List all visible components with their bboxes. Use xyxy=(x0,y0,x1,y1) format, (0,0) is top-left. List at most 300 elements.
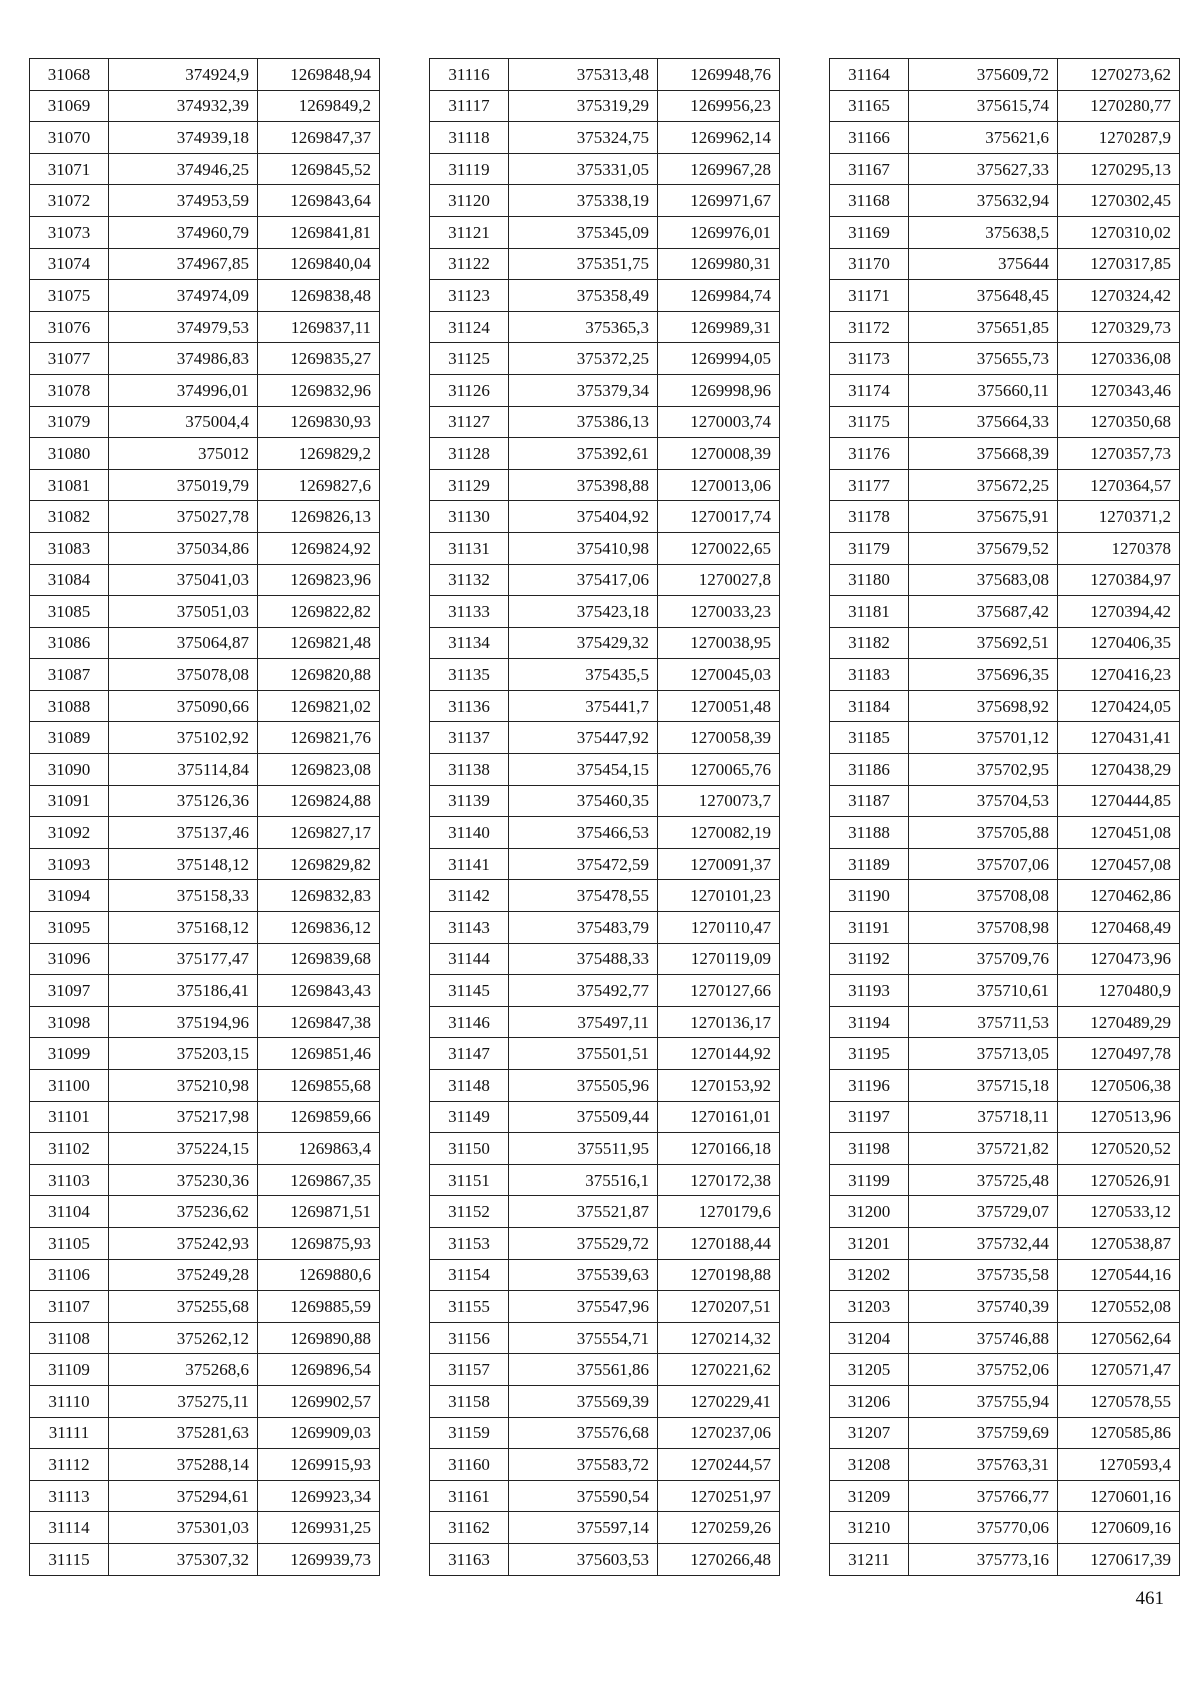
y-coordinate-cell: 1269841,81 xyxy=(258,216,380,248)
x-coordinate-cell: 375576,68 xyxy=(509,1417,658,1449)
y-coordinate-cell: 1269890,88 xyxy=(258,1322,380,1354)
x-coordinate-cell: 375148,12 xyxy=(109,848,258,880)
y-coordinate-cell: 1270045,03 xyxy=(658,659,780,691)
y-coordinate-cell: 1270091,37 xyxy=(658,848,780,880)
point-id-cell: 31083 xyxy=(30,532,109,564)
y-coordinate-cell: 1270394,42 xyxy=(1058,596,1180,628)
point-id-cell: 31123 xyxy=(430,280,509,312)
point-id-cell: 31158 xyxy=(430,1385,509,1417)
x-coordinate-cell: 375090,66 xyxy=(109,690,258,722)
point-id-cell: 31180 xyxy=(830,564,909,596)
table-row xyxy=(430,185,780,217)
y-coordinate-cell: 1270533,12 xyxy=(1058,1196,1180,1228)
point-id-cell: 31190 xyxy=(830,880,909,912)
point-id-cell: 31135 xyxy=(430,659,509,691)
table-row xyxy=(430,280,780,312)
point-id-cell: 31204 xyxy=(830,1322,909,1354)
y-coordinate-cell: 1269838,48 xyxy=(258,280,380,312)
y-coordinate-cell: 1270364,57 xyxy=(1058,469,1180,501)
y-coordinate-cell: 1270017,74 xyxy=(658,501,780,533)
y-coordinate-cell: 1269885,59 xyxy=(258,1291,380,1323)
x-coordinate-cell: 375683,08 xyxy=(909,564,1058,596)
point-id-cell: 31141 xyxy=(430,848,509,880)
table-row xyxy=(30,880,380,912)
x-coordinate-cell: 375126,36 xyxy=(109,785,258,817)
table-row xyxy=(830,311,1180,343)
y-coordinate-cell: 1270082,19 xyxy=(658,817,780,849)
point-id-cell: 31164 xyxy=(830,59,909,91)
point-id-cell: 31071 xyxy=(30,153,109,185)
table-row xyxy=(830,343,1180,375)
y-coordinate-cell: 1269855,68 xyxy=(258,1070,380,1102)
point-id-cell: 31122 xyxy=(430,248,509,280)
x-coordinate-cell: 374953,59 xyxy=(109,185,258,217)
point-id-cell: 31194 xyxy=(830,1006,909,1038)
point-id-cell: 31153 xyxy=(430,1227,509,1259)
table-row xyxy=(30,59,380,91)
y-coordinate-cell: 1270214,32 xyxy=(658,1322,780,1354)
point-id-cell: 31095 xyxy=(30,912,109,944)
point-id-cell: 31172 xyxy=(830,311,909,343)
coordinates-table-3 xyxy=(829,58,1180,1576)
table-row xyxy=(30,311,380,343)
y-coordinate-cell: 1269820,88 xyxy=(258,659,380,691)
table-row xyxy=(830,185,1180,217)
table-row xyxy=(30,1417,380,1449)
y-coordinate-cell: 1270244,57 xyxy=(658,1449,780,1481)
x-coordinate-cell: 375168,12 xyxy=(109,912,258,944)
table-row xyxy=(430,596,780,628)
y-coordinate-cell: 1269832,96 xyxy=(258,374,380,406)
x-coordinate-cell: 375698,92 xyxy=(909,690,1058,722)
table-row xyxy=(430,469,780,501)
point-id-cell: 31171 xyxy=(830,280,909,312)
table-row xyxy=(30,564,380,596)
point-id-cell: 31196 xyxy=(830,1070,909,1102)
x-coordinate-cell: 375454,15 xyxy=(509,754,658,786)
point-id-cell: 31145 xyxy=(430,975,509,1007)
y-coordinate-cell: 1270065,76 xyxy=(658,754,780,786)
x-coordinate-cell: 375696,35 xyxy=(909,659,1058,691)
y-coordinate-cell: 1270266,48 xyxy=(658,1543,780,1575)
x-coordinate-cell: 375478,55 xyxy=(509,880,658,912)
table-row xyxy=(430,1543,780,1575)
table-row xyxy=(430,311,780,343)
table-row xyxy=(30,280,380,312)
point-id-cell: 31137 xyxy=(430,722,509,754)
point-id-cell: 31101 xyxy=(30,1101,109,1133)
table-row xyxy=(830,1512,1180,1544)
table-row xyxy=(830,1227,1180,1259)
y-coordinate-cell: 1269851,46 xyxy=(258,1038,380,1070)
y-coordinate-cell: 1270317,85 xyxy=(1058,248,1180,280)
point-id-cell: 31124 xyxy=(430,311,509,343)
point-id-cell: 31084 xyxy=(30,564,109,596)
x-coordinate-cell: 375294,61 xyxy=(109,1480,258,1512)
y-coordinate-cell: 1270287,9 xyxy=(1058,122,1180,154)
point-id-cell: 31173 xyxy=(830,343,909,375)
point-id-cell: 31069 xyxy=(30,90,109,122)
x-coordinate-cell: 375692,51 xyxy=(909,627,1058,659)
y-coordinate-cell: 1269863,4 xyxy=(258,1133,380,1165)
x-coordinate-cell: 375770,06 xyxy=(909,1512,1058,1544)
x-coordinate-cell: 375679,52 xyxy=(909,532,1058,564)
point-id-cell: 31182 xyxy=(830,627,909,659)
x-coordinate-cell: 375466,53 xyxy=(509,817,658,849)
y-coordinate-cell: 1269845,52 xyxy=(258,153,380,185)
x-coordinate-cell: 375460,35 xyxy=(509,785,658,817)
table-row xyxy=(830,1006,1180,1038)
table-row xyxy=(830,90,1180,122)
y-coordinate-cell: 1270480,9 xyxy=(1058,975,1180,1007)
table-row xyxy=(30,1164,380,1196)
x-coordinate-cell: 375386,13 xyxy=(509,406,658,438)
x-coordinate-cell: 375379,34 xyxy=(509,374,658,406)
table-row xyxy=(830,374,1180,406)
x-coordinate-cell: 375064,87 xyxy=(109,627,258,659)
x-coordinate-cell: 375472,59 xyxy=(509,848,658,880)
point-id-cell: 31113 xyxy=(30,1480,109,1512)
x-coordinate-cell: 374986,83 xyxy=(109,343,258,375)
y-coordinate-cell: 1270179,6 xyxy=(658,1196,780,1228)
y-coordinate-cell: 1269939,73 xyxy=(258,1543,380,1575)
point-id-cell: 31112 xyxy=(30,1449,109,1481)
table-row xyxy=(30,153,380,185)
point-id-cell: 31081 xyxy=(30,469,109,501)
y-coordinate-cell: 1269821,76 xyxy=(258,722,380,754)
table-row xyxy=(430,1006,780,1038)
point-id-cell: 31210 xyxy=(830,1512,909,1544)
point-id-cell: 31111 xyxy=(30,1417,109,1449)
table-row xyxy=(430,1259,780,1291)
x-coordinate-cell: 375615,74 xyxy=(909,90,1058,122)
table-row xyxy=(430,343,780,375)
table-row xyxy=(830,59,1180,91)
table-row xyxy=(830,1038,1180,1070)
table-row xyxy=(30,1543,380,1575)
table-row xyxy=(30,501,380,533)
y-coordinate-cell: 1269909,03 xyxy=(258,1417,380,1449)
x-coordinate-cell: 375711,53 xyxy=(909,1006,1058,1038)
point-id-cell: 31125 xyxy=(430,343,509,375)
y-coordinate-cell: 1270324,42 xyxy=(1058,280,1180,312)
y-coordinate-cell: 1270350,68 xyxy=(1058,406,1180,438)
y-coordinate-cell: 1269998,96 xyxy=(658,374,780,406)
point-id-cell: 31184 xyxy=(830,690,909,722)
coordinates-table-1 xyxy=(29,58,380,1576)
table-row xyxy=(430,690,780,722)
x-coordinate-cell: 375331,05 xyxy=(509,153,658,185)
table-row xyxy=(30,1449,380,1481)
point-id-cell: 31119 xyxy=(430,153,509,185)
x-coordinate-cell: 375561,86 xyxy=(509,1354,658,1386)
point-id-cell: 31102 xyxy=(30,1133,109,1165)
x-coordinate-cell: 375497,11 xyxy=(509,1006,658,1038)
table-row xyxy=(430,90,780,122)
x-coordinate-cell: 375338,19 xyxy=(509,185,658,217)
point-id-cell: 31121 xyxy=(430,216,509,248)
x-coordinate-cell: 375539,63 xyxy=(509,1259,658,1291)
x-coordinate-cell: 375516,1 xyxy=(509,1164,658,1196)
y-coordinate-cell: 1269843,43 xyxy=(258,975,380,1007)
point-id-cell: 31108 xyxy=(30,1322,109,1354)
x-coordinate-cell: 375687,42 xyxy=(909,596,1058,628)
x-coordinate-cell: 375224,15 xyxy=(109,1133,258,1165)
x-coordinate-cell: 375773,16 xyxy=(909,1543,1058,1575)
x-coordinate-cell: 374946,25 xyxy=(109,153,258,185)
table-row xyxy=(430,1480,780,1512)
table-row xyxy=(430,1133,780,1165)
x-coordinate-cell: 375435,5 xyxy=(509,659,658,691)
x-coordinate-cell: 375729,07 xyxy=(909,1196,1058,1228)
x-coordinate-cell: 374932,39 xyxy=(109,90,258,122)
point-id-cell: 31166 xyxy=(830,122,909,154)
x-coordinate-cell: 375275,11 xyxy=(109,1385,258,1417)
table-row xyxy=(430,374,780,406)
point-id-cell: 31151 xyxy=(430,1164,509,1196)
x-coordinate-cell: 375242,93 xyxy=(109,1227,258,1259)
y-coordinate-cell: 1270229,41 xyxy=(658,1385,780,1417)
point-id-cell: 31085 xyxy=(30,596,109,628)
table-row xyxy=(30,1354,380,1386)
y-coordinate-cell: 1269948,76 xyxy=(658,59,780,91)
table-row xyxy=(830,248,1180,280)
table-row xyxy=(830,153,1180,185)
x-coordinate-cell: 375078,08 xyxy=(109,659,258,691)
x-coordinate-cell: 375210,98 xyxy=(109,1070,258,1102)
coordinates-table-2 xyxy=(429,58,780,1576)
x-coordinate-cell: 375609,72 xyxy=(909,59,1058,91)
y-coordinate-cell: 1270438,29 xyxy=(1058,754,1180,786)
point-id-cell: 31118 xyxy=(430,122,509,154)
table-row xyxy=(830,122,1180,154)
x-coordinate-cell: 375746,88 xyxy=(909,1322,1058,1354)
table-row xyxy=(830,1480,1180,1512)
x-coordinate-cell: 375313,48 xyxy=(509,59,658,91)
y-coordinate-cell: 1270110,47 xyxy=(658,912,780,944)
table-row xyxy=(430,1038,780,1070)
y-coordinate-cell: 1269823,96 xyxy=(258,564,380,596)
table-row xyxy=(430,848,780,880)
point-id-cell: 31134 xyxy=(430,627,509,659)
y-coordinate-cell: 1270161,01 xyxy=(658,1101,780,1133)
y-coordinate-cell: 1270468,49 xyxy=(1058,912,1180,944)
table-row xyxy=(830,690,1180,722)
y-coordinate-cell: 1269821,02 xyxy=(258,690,380,722)
table-row xyxy=(430,659,780,691)
y-coordinate-cell: 1270431,41 xyxy=(1058,722,1180,754)
table-row xyxy=(830,596,1180,628)
point-id-cell: 31198 xyxy=(830,1133,909,1165)
y-coordinate-cell: 1270585,86 xyxy=(1058,1417,1180,1449)
point-id-cell: 31115 xyxy=(30,1543,109,1575)
y-coordinate-cell: 1270384,97 xyxy=(1058,564,1180,596)
y-coordinate-cell: 1270153,92 xyxy=(658,1070,780,1102)
y-coordinate-cell: 1270310,02 xyxy=(1058,216,1180,248)
point-id-cell: 31159 xyxy=(430,1417,509,1449)
x-coordinate-cell: 375710,61 xyxy=(909,975,1058,1007)
y-coordinate-cell: 1269967,28 xyxy=(658,153,780,185)
point-id-cell: 31110 xyxy=(30,1385,109,1417)
point-id-cell: 31092 xyxy=(30,817,109,849)
x-coordinate-cell: 374974,09 xyxy=(109,280,258,312)
table-row xyxy=(30,627,380,659)
x-coordinate-cell: 375709,76 xyxy=(909,943,1058,975)
point-id-cell: 31192 xyxy=(830,943,909,975)
table-row xyxy=(430,59,780,91)
y-coordinate-cell: 1270378 xyxy=(1058,532,1180,564)
y-coordinate-cell: 1269880,6 xyxy=(258,1259,380,1291)
x-coordinate-cell: 375217,98 xyxy=(109,1101,258,1133)
table-row xyxy=(830,817,1180,849)
point-id-cell: 31073 xyxy=(30,216,109,248)
point-id-cell: 31167 xyxy=(830,153,909,185)
point-id-cell: 31146 xyxy=(430,1006,509,1038)
table-row xyxy=(430,153,780,185)
point-id-cell: 31106 xyxy=(30,1259,109,1291)
y-coordinate-cell: 1269835,27 xyxy=(258,343,380,375)
point-id-cell: 31179 xyxy=(830,532,909,564)
y-coordinate-cell: 1269923,34 xyxy=(258,1480,380,1512)
point-id-cell: 31177 xyxy=(830,469,909,501)
table-row xyxy=(830,1417,1180,1449)
table-row xyxy=(30,659,380,691)
y-coordinate-cell: 1269994,05 xyxy=(658,343,780,375)
table-row xyxy=(430,216,780,248)
y-coordinate-cell: 1269827,17 xyxy=(258,817,380,849)
y-coordinate-cell: 1269847,37 xyxy=(258,122,380,154)
table-row xyxy=(430,1417,780,1449)
y-coordinate-cell: 1269962,14 xyxy=(658,122,780,154)
table-row xyxy=(430,785,780,817)
table-row xyxy=(430,122,780,154)
point-id-cell: 31129 xyxy=(430,469,509,501)
y-coordinate-cell: 1270302,45 xyxy=(1058,185,1180,217)
y-coordinate-cell: 1269956,23 xyxy=(658,90,780,122)
y-coordinate-cell: 1270280,77 xyxy=(1058,90,1180,122)
x-coordinate-cell: 375351,75 xyxy=(509,248,658,280)
x-coordinate-cell: 375345,09 xyxy=(509,216,658,248)
table-row xyxy=(430,1512,780,1544)
point-id-cell: 31197 xyxy=(830,1101,909,1133)
point-id-cell: 31128 xyxy=(430,438,509,470)
y-coordinate-cell: 1269847,38 xyxy=(258,1006,380,1038)
table-row xyxy=(30,185,380,217)
y-coordinate-cell: 1270562,64 xyxy=(1058,1322,1180,1354)
y-coordinate-cell: 1269830,93 xyxy=(258,406,380,438)
point-id-cell: 31143 xyxy=(430,912,509,944)
point-id-cell: 31183 xyxy=(830,659,909,691)
table-row xyxy=(430,501,780,533)
y-coordinate-cell: 1270033,23 xyxy=(658,596,780,628)
table-row xyxy=(30,1006,380,1038)
point-id-cell: 31203 xyxy=(830,1291,909,1323)
y-coordinate-cell: 1270336,08 xyxy=(1058,343,1180,375)
y-coordinate-cell: 1270207,51 xyxy=(658,1291,780,1323)
point-id-cell: 31169 xyxy=(830,216,909,248)
table-row xyxy=(30,438,380,470)
x-coordinate-cell: 374967,85 xyxy=(109,248,258,280)
point-id-cell: 31099 xyxy=(30,1038,109,1070)
point-id-cell: 31201 xyxy=(830,1227,909,1259)
y-coordinate-cell: 1270172,38 xyxy=(658,1164,780,1196)
point-id-cell: 31209 xyxy=(830,1480,909,1512)
y-coordinate-cell: 1270497,78 xyxy=(1058,1038,1180,1070)
x-coordinate-cell: 375319,29 xyxy=(509,90,658,122)
table-row xyxy=(830,1322,1180,1354)
point-id-cell: 31149 xyxy=(430,1101,509,1133)
x-coordinate-cell: 374979,53 xyxy=(109,311,258,343)
x-coordinate-cell: 375281,63 xyxy=(109,1417,258,1449)
table-row xyxy=(830,1133,1180,1165)
table-row xyxy=(30,817,380,849)
y-coordinate-cell: 1269896,54 xyxy=(258,1354,380,1386)
x-coordinate-cell: 375365,3 xyxy=(509,311,658,343)
y-coordinate-cell: 1270013,06 xyxy=(658,469,780,501)
y-coordinate-cell: 1270609,16 xyxy=(1058,1512,1180,1544)
y-coordinate-cell: 1270101,23 xyxy=(658,880,780,912)
point-id-cell: 31148 xyxy=(430,1070,509,1102)
point-id-cell: 31127 xyxy=(430,406,509,438)
x-coordinate-cell: 375511,95 xyxy=(509,1133,658,1165)
x-coordinate-cell: 375255,68 xyxy=(109,1291,258,1323)
x-coordinate-cell: 375603,53 xyxy=(509,1543,658,1575)
y-coordinate-cell: 1269821,48 xyxy=(258,627,380,659)
x-coordinate-cell: 375648,45 xyxy=(909,280,1058,312)
point-id-cell: 31154 xyxy=(430,1259,509,1291)
y-coordinate-cell: 1269871,51 xyxy=(258,1196,380,1228)
table-row xyxy=(430,754,780,786)
x-coordinate-cell: 375447,92 xyxy=(509,722,658,754)
table-row xyxy=(430,438,780,470)
point-id-cell: 31100 xyxy=(30,1070,109,1102)
y-coordinate-cell: 1270003,74 xyxy=(658,406,780,438)
table-row xyxy=(830,659,1180,691)
x-coordinate-cell: 375102,92 xyxy=(109,722,258,754)
table-row xyxy=(430,722,780,754)
x-coordinate-cell: 375051,03 xyxy=(109,596,258,628)
point-id-cell: 31160 xyxy=(430,1449,509,1481)
x-coordinate-cell: 375655,73 xyxy=(909,343,1058,375)
y-coordinate-cell: 1269822,82 xyxy=(258,596,380,628)
table-row xyxy=(30,722,380,754)
table-row xyxy=(30,1038,380,1070)
x-coordinate-cell: 375675,91 xyxy=(909,501,1058,533)
point-id-cell: 31152 xyxy=(430,1196,509,1228)
x-coordinate-cell: 375441,7 xyxy=(509,690,658,722)
x-coordinate-cell: 375488,33 xyxy=(509,943,658,975)
x-coordinate-cell: 375288,14 xyxy=(109,1449,258,1481)
x-coordinate-cell: 375644 xyxy=(909,248,1058,280)
y-coordinate-cell: 1270198,88 xyxy=(658,1259,780,1291)
point-id-cell: 31120 xyxy=(430,185,509,217)
point-id-cell: 31086 xyxy=(30,627,109,659)
x-coordinate-cell: 375718,11 xyxy=(909,1101,1058,1133)
point-id-cell: 31096 xyxy=(30,943,109,975)
point-id-cell: 31176 xyxy=(830,438,909,470)
table-row xyxy=(30,469,380,501)
point-id-cell: 31185 xyxy=(830,722,909,754)
y-coordinate-cell: 1269826,13 xyxy=(258,501,380,533)
x-coordinate-cell: 375262,12 xyxy=(109,1322,258,1354)
table-row xyxy=(830,1070,1180,1102)
x-coordinate-cell: 375114,84 xyxy=(109,754,258,786)
point-id-cell: 31189 xyxy=(830,848,909,880)
x-coordinate-cell: 375521,87 xyxy=(509,1196,658,1228)
table-row xyxy=(830,722,1180,754)
y-coordinate-cell: 1270038,95 xyxy=(658,627,780,659)
y-coordinate-cell: 1270058,39 xyxy=(658,722,780,754)
